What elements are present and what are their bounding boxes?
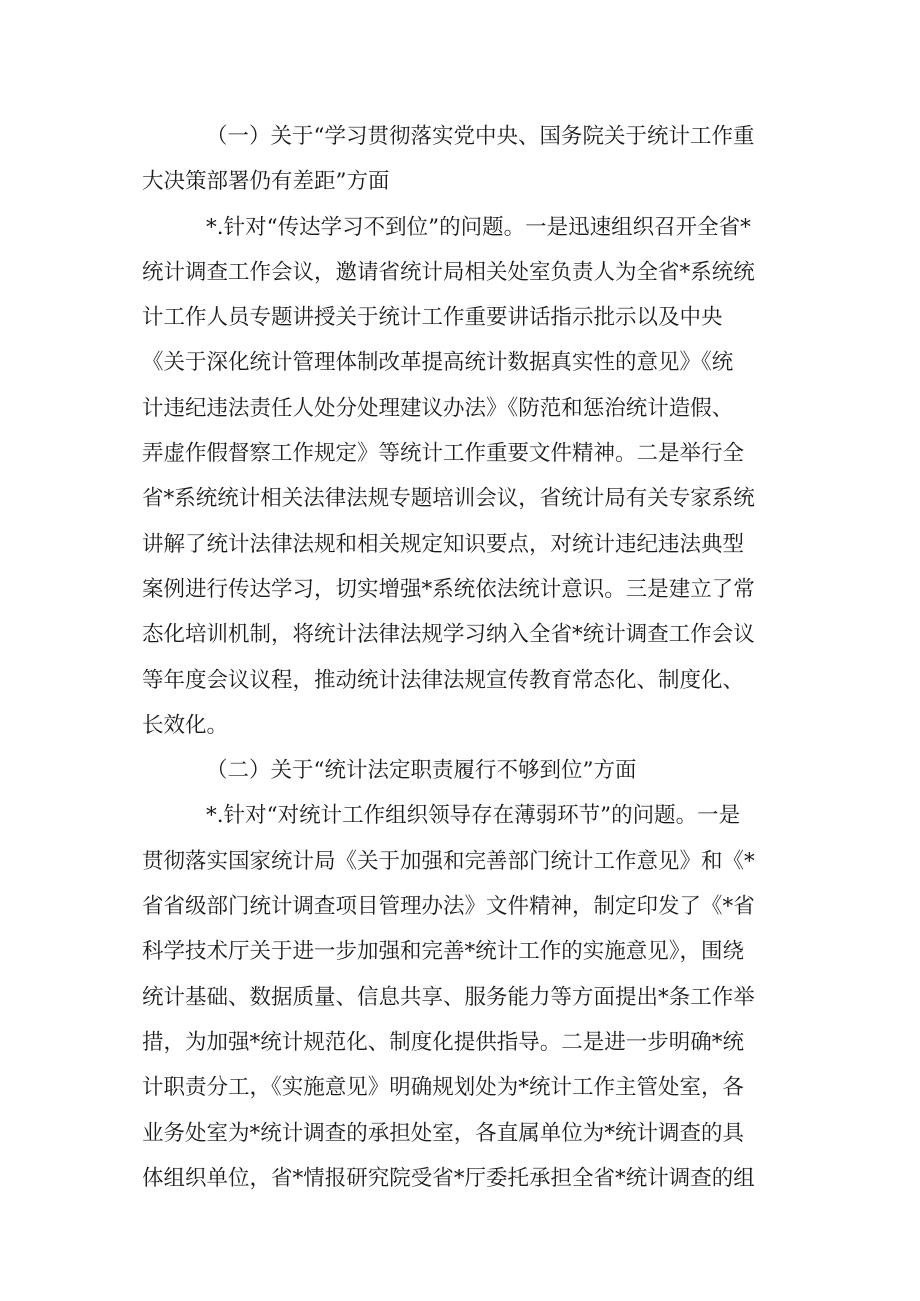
text-line: 案例进行传达学习，切实增强*系统依法统计意识。三是建立了常 (142, 576, 755, 602)
text-line: （一）关于“学习贯彻落实党中央、国务院关于统计工作重 (206, 124, 755, 149)
text-line: 统计调查工作会议，邀请省统计局相关处室负责人为全省*系统统 (142, 259, 755, 285)
text-line: *.针对“传达学习不到位”的问题。一是迅速组织召开全省* (206, 214, 751, 240)
text-line: 科学技术厅关于进一步加强和完善*统计工作的实施意见》，围绕 (142, 939, 745, 965)
text-line: 贯彻落实国家统计局《关于加强和完善部门统计工作意见》和《* (142, 848, 755, 874)
text-line: *.针对“对统计工作组织领导存在薄弱环节”的问题。一是 (206, 803, 741, 829)
text-line: 等年度会议议程，推动统计法律法规宣传教育常态化、制度化、 (142, 667, 745, 693)
text-line: 业务处室为*统计调查的承担处室，各直属单位为*统计调查的具 (142, 1120, 745, 1146)
text-line: 长效化。 (142, 712, 229, 738)
text-line: 弄虚作假督察工作规定》等统计工作重要文件精神。二是举行全 (142, 441, 745, 467)
text-line: 大决策部署仍有差距”方面 (142, 169, 390, 195)
text-line: 计工作人员专题讲授关于统计工作重要讲话指示批示以及中央 (142, 305, 723, 331)
text-line: 态化培训机制，将统计法律法规学习纳入全省*统计调查工作会议 (142, 622, 755, 648)
text-line: 省*系统统计相关法律法规专题培训会议，省统计局有关专家系统 (142, 486, 755, 512)
text-line: 讲解了统计法律法规和相关规定知识要点，对统计违纪违法典型 (142, 531, 745, 557)
document-body (142, 114, 788, 1201)
text-line: 计违纪违法责任人处分处理建议办法》《防范和惩治统计造假、 (142, 395, 734, 421)
text-line: 统计基础、数据质量、信息共享、服务能力等方面提出*条工作举 (142, 984, 755, 1010)
text-line: 《关于深化统计管理体制改革提高统计数据真实性的意见》《统 (142, 350, 734, 376)
text-line: 措，为加强*统计规范化、制度化提供指导。二是进一步明确*统 (142, 1029, 745, 1055)
text-line: 省省级部门统计调查项目管理办法》文件精神，制定印发了《*省 (142, 894, 755, 920)
text-line: 体组织单位，省*情报研究院受省*厅委托承担全省*统计调查的组 (142, 1165, 755, 1191)
text-line: （二）关于“统计法定职责履行不够到位”方面 (206, 758, 637, 784)
text-line: 计职责分工，《实施意见》明确规划处为*统计工作主管处室，各 (142, 1075, 745, 1101)
